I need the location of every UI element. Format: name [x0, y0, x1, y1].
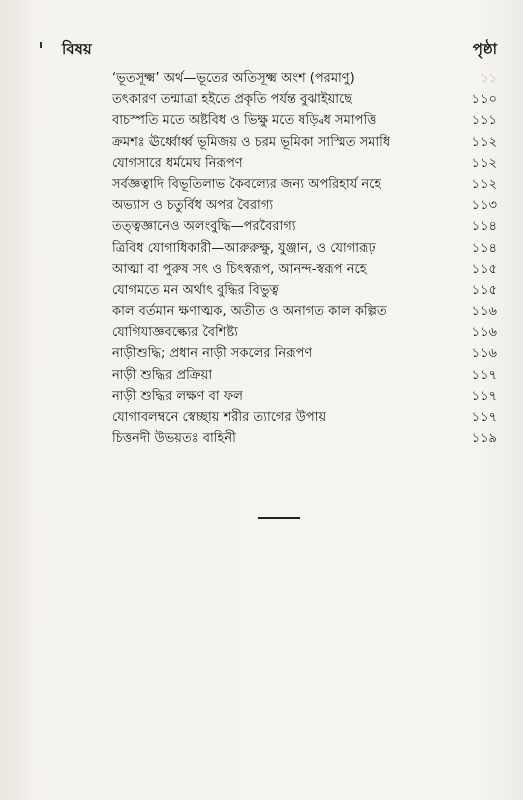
toc-entry-title: সর্বজ্ঞত্বাদি বিভূতিলাভ কৈবল্যের জন্য অপরিহার্য নহে [112, 176, 382, 192]
toc-entry [112, 238, 497, 259]
toc-entry-page: ১১৩ [471, 198, 497, 214]
toc-header [62, 38, 497, 62]
toc-entry [112, 280, 497, 301]
toc-entry-title: যোগাবলম্বনে স্বেচ্ছায় শরীর ত্যাগের উপায় [112, 410, 327, 425]
toc-entry-title: বাচস্পতি মতে অষ্টবিধ ও ভিক্ষু মতে ষড়্বিধ সমাপত্তি [112, 113, 377, 129]
toc-entry-page: ১১৬ [471, 346, 497, 362]
toc-entry [112, 259, 497, 280]
toc-entry-title: অভ্যাস ও চতুর্বিধ অপর বৈরাগ্য [112, 198, 274, 214]
toc-entry-title: যোগিযাজ্ঞবল্ক্যের বৈশিষ্ট্য [112, 325, 238, 341]
toc-entry [112, 386, 497, 407]
toc-entry-page: ১১৭ [471, 388, 497, 404]
toc-entry-page: ১১৪ [471, 219, 497, 235]
subject-heading: বিষয় [62, 40, 92, 58]
toc-entry-title: নাড়ীশুদ্ধি; প্রধান নাড়ী সকলের নিরূপণ [112, 346, 313, 362]
toc-entry [112, 301, 497, 322]
toc-entry-title: ‘ভূতসূক্ষ্ম’ অর্থ—ভূতের অতিসূক্ষ্ম অংশ (পরমাণু) [112, 71, 355, 86]
toc-entry [112, 428, 497, 449]
toc-entry [112, 407, 497, 428]
toc-entry [112, 365, 497, 386]
toc-entry [112, 68, 497, 89]
toc-entry-page: ১১৫ [471, 261, 497, 277]
toc-entry-title: তৎকারণ তন্মাত্রা হইতে প্রকৃতি পর্যন্ত বুঝাইয়াছে [112, 92, 353, 108]
toc-entry [112, 153, 497, 174]
toc-entry [112, 132, 497, 153]
toc-entry-title: তত্ত্বজ্ঞানেও অলংবুদ্ধি—পরবৈরাগ্য [112, 219, 296, 235]
toc-entry-page: ১১৫ [471, 282, 497, 298]
toc-entry-title: নাড়ী শুদ্ধির প্রক্রিয়া [112, 367, 213, 383]
toc-entry-page: ১১৪ [471, 240, 497, 256]
toc-entry-page: ১১৬ [471, 325, 497, 341]
toc-entry-title: ত্রিবিধ যোগাধিকারী—আরুরুক্ষু, যুঞ্জান, ও যোগারূঢ় [112, 240, 376, 256]
toc-entry [112, 195, 497, 216]
page-heading: পৃষ্ঠা [472, 40, 497, 58]
toc-entry-page: ১১৬ [471, 304, 497, 320]
table-of-contents [112, 68, 497, 449]
toc-entry-page: ১১৭ [471, 410, 497, 425]
toc-entry [112, 322, 497, 343]
end-rule [258, 517, 300, 519]
toc-entry-title: ক্রমশঃ ঊর্ধ্বোর্ধ্ব ভূমিজয় ও চরম ভূমিকা সাস্মিত সমাধি [112, 134, 391, 150]
toc-entry-title: নাড়ী শুদ্ধির লক্ষণ বা ফল [112, 388, 243, 404]
toc-entry [112, 89, 497, 110]
toc-entry-title: যোগসারে ধর্মমেঘ নিরূপণ [112, 155, 243, 171]
toc-entry-page: ১১২ [471, 155, 497, 171]
page-mark [40, 42, 42, 48]
toc-entry-page: ১১২ [471, 134, 497, 150]
toc-entry-page: ১১৯ [471, 431, 497, 447]
toc-entry [112, 174, 497, 195]
toc-entry-page: ১১৭ [471, 367, 497, 383]
toc-entry-page: ১১১ [471, 113, 497, 129]
toc-entry-title: চিত্তনদী উভয়তঃ বাহিনী [112, 431, 236, 447]
toc-entry-page: ১১২ [471, 176, 497, 192]
toc-entry-page: ১১০ [471, 92, 497, 108]
toc-entry [112, 110, 497, 131]
toc-entry-page: ১১ [480, 71, 497, 86]
toc-entry-title: আত্মা বা পুরুষ সৎ ও চিৎস্বরূপ, আনন্দ-স্বরূপ নহে [112, 261, 367, 277]
toc-entry-title: যোগমতে মন অর্থাৎ বুদ্ধির বিভুত্ব [112, 282, 279, 298]
toc-entry [112, 216, 497, 237]
toc-entry [112, 343, 497, 364]
toc-entry-title: কাল বর্তমান ক্ষণাত্মক, অতীত ও অনাগত কাল কল্পিত [112, 304, 387, 320]
